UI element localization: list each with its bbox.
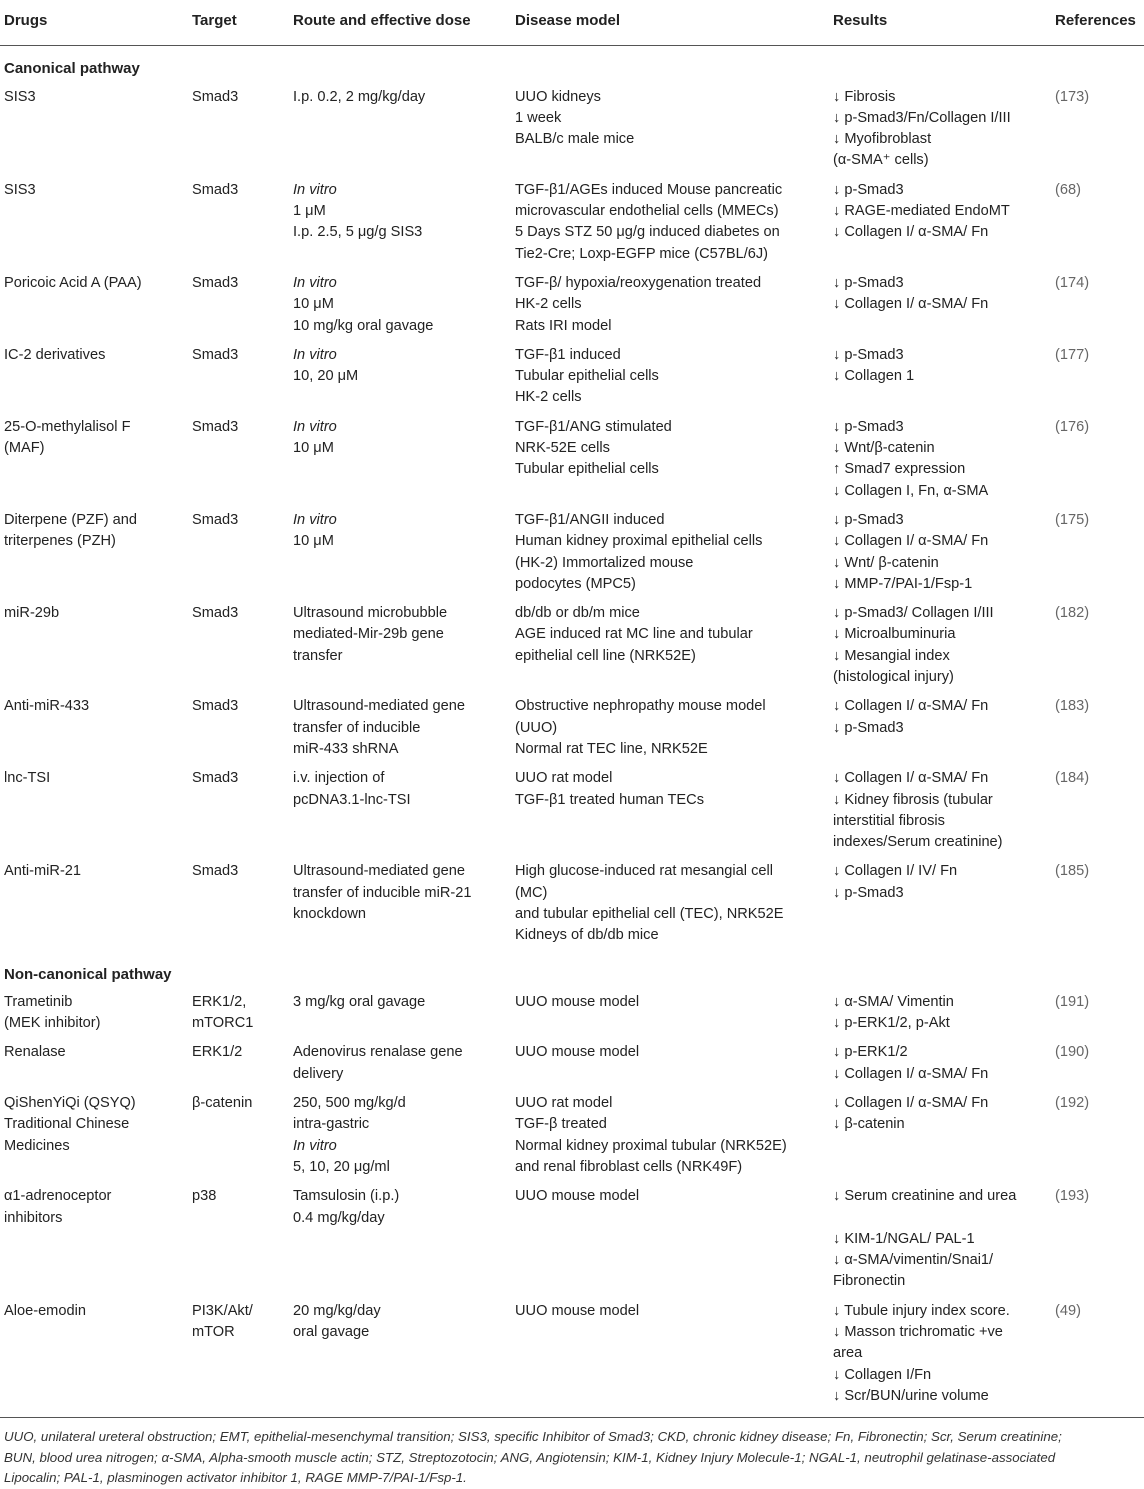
table-row — [0, 507, 1144, 600]
drug-cell-line: inhibitors — [4, 1209, 63, 1226]
results-cell-line: ↓ Serum creatinine and urea — [833, 1188, 1017, 1205]
disease-model-cell-line: High glucose-induced rat mesangial cell — [515, 863, 773, 880]
disease-model-cell — [515, 693, 833, 765]
drug-cell — [0, 693, 192, 765]
route-cell — [293, 270, 515, 342]
route-cell-line: Ultrasound microbubble — [293, 605, 448, 622]
route-cell — [293, 765, 515, 858]
disease-model-cell-line: Human kidney proximal epithelial cells — [515, 533, 763, 550]
results-cell-line: ↑ Smad7 expression — [833, 461, 966, 478]
results-cell-line: ↓ Collagen I/ α-SMA/ Fn — [833, 533, 989, 550]
drug-cell-line: SIS3 — [4, 88, 36, 105]
footnote-line: UUO, unilateral ureteral obstruction; EMT, epithelial-mesenchymal transition; SIS3, specific Inhibitor of Smad3; CKD, chronic kidney disease; Fn, Fibronectin; Scr, Serum creatinine; — [4, 1429, 1062, 1445]
target-cell — [192, 507, 293, 600]
disease-model-cell-line: UUO mouse model — [515, 1188, 640, 1205]
disease-model-cell — [515, 1090, 833, 1183]
results-cell-line — [833, 1208, 1055, 1229]
target-cell-line: mTOR — [192, 1324, 235, 1341]
drug-cell — [0, 1183, 192, 1297]
results-cell — [833, 858, 1055, 951]
disease-model-cell-line: TGF-β1/AGEs induced Mouse pancreatic — [515, 181, 783, 198]
disease-model-cell-line: AGE induced rat MC line and tubular — [515, 626, 753, 643]
disease-model-cell-line: BALB/c male mice — [515, 131, 635, 148]
results-cell — [833, 1039, 1055, 1090]
disease-model-cell — [515, 270, 833, 342]
drug-cell-line: triterpenes (PZH) — [4, 533, 116, 550]
results-cell-line: ↓ Collagen I/ α-SMA/ Fn — [833, 1065, 989, 1082]
disease-model-cell — [515, 1039, 833, 1090]
disease-model-cell-line: Rats IRI model — [515, 317, 612, 334]
results-cell — [833, 507, 1055, 600]
target-cell — [192, 1183, 293, 1297]
disease-model-cell — [515, 84, 833, 177]
results-cell-line: ↓ Microalbuminuria — [833, 626, 956, 643]
disease-model-cell — [515, 414, 833, 507]
disease-model-cell-line: Normal kidney proximal tubular (NRK52E) — [515, 1137, 787, 1154]
route-cell — [293, 693, 515, 765]
results-cell — [833, 1090, 1055, 1183]
route-cell-line: 10 μM — [293, 296, 334, 313]
disease-model-cell-line: and tubular epithelial cell (TEC), NRK52E — [515, 905, 784, 922]
results-cell-line: ↓ p-ERK1/2 — [833, 1044, 908, 1061]
route-cell-line: i.v. injection of — [293, 770, 385, 787]
disease-model-cell-line: UUO rat model — [515, 1095, 613, 1112]
disease-model-cell-line: Obstructive nephropathy mouse model — [515, 698, 766, 715]
target-cell-line: p38 — [192, 1188, 217, 1205]
reference-cell: (190) — [1055, 1044, 1090, 1061]
reference-cell: (192) — [1055, 1095, 1090, 1112]
disease-model-cell-line: UUO mouse model — [515, 1044, 640, 1061]
table-row — [0, 177, 1144, 270]
target-cell — [192, 342, 293, 414]
drug-cell — [0, 989, 192, 1040]
disease-model-cell-line: UUO kidneys — [515, 88, 601, 105]
route-cell-line: Ultrasound-mediated gene — [293, 863, 465, 880]
route-cell-line: 250, 500 mg/kg/d — [293, 1095, 406, 1112]
drug-cell-line: SIS3 — [4, 181, 36, 198]
drug-cell — [0, 600, 192, 693]
disease-model-cell-line: NRK-52E cells — [515, 440, 610, 457]
reference-cell: (49) — [1055, 1302, 1081, 1319]
target-cell-line: Smad3 — [192, 418, 239, 435]
reference-cell: (173) — [1055, 88, 1090, 105]
results-cell-line: ↓ Myofibroblast — [833, 131, 932, 148]
route-cell — [293, 414, 515, 507]
disease-model-cell-line: 5 Days STZ 50 μg/g induced diabetes on — [515, 224, 780, 241]
disease-model-cell-line: microvascular endothelial cells (MMECs) — [515, 203, 779, 220]
drug-cell — [0, 414, 192, 507]
section-title: Non-canonical pathway — [4, 965, 172, 983]
route-cell-line: 5, 10, 20 μg/ml — [293, 1158, 390, 1175]
disease-model-cell — [515, 1183, 833, 1297]
table-row — [0, 1183, 1144, 1297]
disease-model-cell — [515, 342, 833, 414]
route-cell-line: In vitro — [293, 1137, 337, 1154]
reference-cell: (184) — [1055, 770, 1090, 787]
drug-cell — [0, 342, 192, 414]
route-cell-line: Tamsulosin (i.p.) — [293, 1188, 400, 1205]
drug-cell — [0, 1090, 192, 1183]
route-cell — [293, 1039, 515, 1090]
disease-model-cell-line: Tubular epithelial cells — [515, 461, 659, 478]
disease-model-cell-line: UUO mouse model — [515, 993, 640, 1010]
results-cell-line: (histological injury) — [833, 669, 954, 686]
results-cell-line: area — [833, 1345, 863, 1362]
disease-model-cell-line: Kidneys of db/db mice — [515, 927, 659, 944]
results-cell-line: ↓ KIM-1/NGAL/ PAL-1 — [833, 1230, 975, 1247]
target-cell — [192, 84, 293, 177]
route-cell-line: pcDNA3.1-lnc-TSI — [293, 791, 411, 808]
disease-model-cell-line: epithelial cell line (NRK52E) — [515, 647, 696, 664]
results-cell-line: ↓ Collagen I, Fn, α-SMA — [833, 482, 989, 499]
disease-model-cell-line: Normal rat TEC line, NRK52E — [515, 740, 708, 757]
target-cell — [192, 693, 293, 765]
disease-model-cell-line: HK-2 cells — [515, 296, 582, 313]
results-cell-line: ↓ p-Smad3 — [833, 719, 904, 736]
target-cell — [192, 1090, 293, 1183]
route-cell-line: knockdown — [293, 905, 367, 922]
drug-cell-line: Anti-miR-433 — [4, 698, 90, 715]
target-cell-line: ERK1/2, — [192, 993, 247, 1010]
disease-model-cell-line: UUO rat model — [515, 770, 613, 787]
table-row — [0, 1298, 1144, 1415]
target-cell-line: ERK1/2 — [192, 1044, 243, 1061]
drug-cell-line: (MEK inhibitor) — [4, 1015, 101, 1032]
table-row — [0, 989, 1144, 1040]
results-cell-line: ↓ Collagen I/ α-SMA/ Fn — [833, 224, 989, 241]
footnote-line: Lipocalin; PAL-1, plasminogen activator inhibitor 1, RAGE MMP-7/PAI-1/Fsp-1. — [4, 1470, 467, 1486]
target-cell — [192, 1298, 293, 1415]
disease-model-cell — [515, 177, 833, 270]
route-cell-line: transfer — [293, 647, 343, 664]
drug-cell — [0, 858, 192, 951]
target-cell — [192, 1039, 293, 1090]
results-cell — [833, 270, 1055, 342]
route-cell-line: 20 mg/kg/day — [293, 1302, 381, 1319]
target-cell-line: Smad3 — [192, 605, 239, 622]
disease-model-cell — [515, 989, 833, 1040]
disease-model-cell-line: and renal fibroblast cells (NRK49F) — [515, 1158, 743, 1175]
target-cell — [192, 989, 293, 1040]
table-row — [0, 342, 1144, 414]
results-cell-line: ↓ Collagen I/ α-SMA/ Fn — [833, 296, 989, 313]
reference-cell: (183) — [1055, 698, 1090, 715]
table-row — [0, 693, 1144, 765]
results-cell-line: Fibronectin — [833, 1273, 906, 1290]
drug-cell-line: Traditional Chinese — [4, 1116, 130, 1133]
section-title: Canonical pathway — [4, 60, 140, 78]
reference-cell: (176) — [1055, 418, 1090, 435]
results-cell — [833, 600, 1055, 693]
disease-model-cell-line: UUO mouse model — [515, 1302, 640, 1319]
disease-model-cell-line: Tubular epithelial cells — [515, 368, 659, 385]
drug-cell-line: lnc-TSI — [4, 770, 51, 787]
results-cell — [833, 765, 1055, 858]
target-cell — [192, 177, 293, 270]
drug-cell — [0, 177, 192, 270]
target-cell-line: Smad3 — [192, 274, 239, 291]
drug-cell-line: (MAF) — [4, 440, 45, 457]
target-cell-line: PI3K/Akt/ — [192, 1302, 253, 1319]
disease-model-cell — [515, 765, 833, 858]
target-cell-line: Smad3 — [192, 511, 239, 528]
results-cell-line: ↓ p-Smad3 — [833, 274, 904, 291]
route-cell — [293, 507, 515, 600]
reference-cell: (174) — [1055, 274, 1090, 291]
disease-model-cell-line: TGF-β1 treated human TECs — [515, 791, 704, 808]
results-cell-line: ↓ p-Smad3/ Collagen I/III — [833, 605, 994, 622]
target-cell — [192, 270, 293, 342]
results-cell-line: ↓ Collagen I/ α-SMA/ Fn — [833, 770, 989, 787]
route-cell-line: 10, 20 μM — [293, 368, 359, 385]
disease-model-cell-line: TGF-β1/ANG stimulated — [515, 418, 672, 435]
results-cell-line: ↓ p-ERK1/2, p-Akt — [833, 1015, 950, 1032]
header-target: Target — [192, 12, 237, 29]
disease-model-cell — [515, 507, 833, 600]
route-cell-line: transfer of inducible miR-21 — [293, 884, 472, 901]
disease-model-cell-line: TGF-β1/ANGII induced — [515, 511, 665, 528]
footnote-line: BUN, blood urea nitrogen; α-SMA, Alpha-smooth muscle actin; STZ, Streptozotocin; ANG, Angiotensin; KIM-1, Kidney Injury Molecule-1; NGAL-1, neutrophil gelatinase-associated — [4, 1449, 1056, 1465]
disease-model-cell-line: TGF-β treated — [515, 1116, 607, 1133]
route-cell-line: I.p. 2.5, 5 μg/g SIS3 — [293, 224, 423, 241]
results-cell-line: ↓ Wnt/ β-catenin — [833, 554, 939, 571]
header-row — [0, 0, 1144, 46]
drug-cell-line: Trametinib — [4, 993, 73, 1010]
route-cell-line: 1 μM — [293, 203, 326, 220]
results-cell-line: ↓ p-Smad3 — [833, 884, 904, 901]
target-cell-line: mTORC1 — [192, 1015, 254, 1032]
results-cell-line: ↓ p-Smad3 — [833, 511, 904, 528]
results-cell — [833, 1298, 1055, 1415]
results-cell-line: ↓ α-SMA/vimentin/Snai1/ — [833, 1252, 994, 1269]
results-cell-line: ↓ Collagen 1 — [833, 368, 915, 385]
route-cell-line: oral gavage — [293, 1324, 370, 1341]
table-row — [0, 600, 1144, 693]
route-cell-line: intra-gastric — [293, 1116, 370, 1133]
results-cell-line: ↓ Mesangial index — [833, 647, 950, 664]
results-cell-line: ↓ Tubule injury index score. — [833, 1302, 1010, 1319]
results-cell-line: interstitial fibrosis — [833, 812, 945, 829]
route-cell-line: mediated-Mir-29b gene — [293, 626, 444, 643]
results-cell-line: (α-SMA⁺ cells) — [833, 152, 929, 169]
table-row — [0, 84, 1144, 177]
table-row — [0, 1090, 1144, 1183]
target-cell — [192, 858, 293, 951]
drug-cell-line: α1-adrenoceptor — [4, 1188, 112, 1205]
disease-model-cell — [515, 600, 833, 693]
route-cell — [293, 600, 515, 693]
route-cell — [293, 84, 515, 177]
results-cell-line: ↓ RAGE-mediated EndoMT — [833, 203, 1010, 220]
results-cell — [833, 693, 1055, 765]
route-cell-line: In vitro — [293, 274, 337, 291]
results-cell-line: ↓ Collagen I/ α-SMA/ Fn — [833, 1095, 989, 1112]
route-cell-line: 10 μM — [293, 440, 334, 457]
disease-model-cell-line: (HK-2) Immortalized mouse — [515, 554, 694, 571]
route-cell-line: 10 mg/kg oral gavage — [293, 317, 434, 334]
results-cell-line: ↓ p-Smad3 — [833, 418, 904, 435]
reference-cell: (193) — [1055, 1188, 1090, 1205]
section-header-row — [0, 952, 1144, 989]
results-cell-line: ↓ Collagen I/ IV/ Fn — [833, 863, 958, 880]
results-cell — [833, 342, 1055, 414]
header-drugs: Drugs — [4, 12, 48, 29]
results-cell-line: ↓ Fibrosis — [833, 88, 896, 105]
results-cell-line: indexes/Serum creatinine) — [833, 834, 1003, 851]
disease-model-cell-line: (MC) — [515, 884, 548, 901]
disease-model-cell-line: (UUO) — [515, 719, 558, 736]
drug-cell — [0, 1039, 192, 1090]
drug-cell-line: Diterpene (PZF) and — [4, 511, 138, 528]
disease-model-cell-line: HK-2 cells — [515, 389, 582, 406]
target-cell — [192, 765, 293, 858]
disease-model-cell — [515, 1298, 833, 1415]
results-cell-line: ↓ α-SMA/ Vimentin — [833, 993, 954, 1010]
target-cell-line: Smad3 — [192, 181, 239, 198]
route-cell — [293, 1090, 515, 1183]
results-cell-line: ↓ Scr/BUN/urine volume — [833, 1387, 989, 1404]
header-references: References — [1055, 12, 1136, 29]
route-cell-line: 3 mg/kg oral gavage — [293, 993, 426, 1010]
reference-cell: (68) — [1055, 181, 1081, 198]
results-cell-line: ↓ Collagen I/ α-SMA/ Fn — [833, 698, 989, 715]
route-cell-line: 0.4 mg/kg/day — [293, 1209, 385, 1226]
route-cell-line: In vitro — [293, 346, 337, 363]
reference-cell: (177) — [1055, 346, 1090, 363]
header-route: Route and effective dose — [293, 12, 471, 29]
drug-cell — [0, 1298, 192, 1415]
header-disease-model: Disease model — [515, 12, 621, 29]
target-cell — [192, 600, 293, 693]
results-cell-line: ↓ p-Smad3/Fn/Collagen I/III — [833, 109, 1011, 126]
drug-cell-line: Medicines — [4, 1137, 70, 1154]
target-cell-line: Smad3 — [192, 346, 239, 363]
reference-cell: (191) — [1055, 993, 1090, 1010]
target-cell-line: Smad3 — [192, 698, 239, 715]
header-results: Results — [833, 12, 888, 29]
drug-cell-line: miR-29b — [4, 605, 60, 622]
route-cell — [293, 342, 515, 414]
route-cell-line: transfer of inducible — [293, 719, 421, 736]
target-cell-line: Smad3 — [192, 770, 239, 787]
drug-cell-line: QiShenYiQi (QSYQ) — [4, 1095, 136, 1112]
route-cell-line: In vitro — [293, 511, 337, 528]
route-cell-line: In vitro — [293, 181, 337, 198]
table-body — [0, 46, 1144, 1415]
disease-model-cell-line: db/db or db/m mice — [515, 605, 640, 622]
results-cell-line: ↓ Masson trichromatic +ve — [833, 1324, 1003, 1341]
drug-cell-line: IC-2 derivatives — [4, 346, 106, 363]
route-cell — [293, 177, 515, 270]
table-row — [0, 765, 1144, 858]
drug-cell-line: Aloe-emodin — [4, 1302, 86, 1319]
disease-model-cell-line: TGF-β/ hypoxia/reoxygenation treated — [515, 274, 762, 291]
disease-model-cell — [515, 858, 833, 951]
route-cell-line: 10 μM — [293, 533, 334, 550]
target-cell — [192, 414, 293, 507]
table-row — [0, 1039, 1144, 1090]
results-cell-line: ↓ β-catenin — [833, 1116, 905, 1133]
section-header-row — [0, 46, 1144, 84]
drug-cell-line: 25-O-methylalisol F — [4, 418, 131, 435]
table-footnote — [0, 1417, 1144, 1489]
drug-cell — [0, 270, 192, 342]
table-row — [0, 858, 1144, 951]
drug-cell-line: Anti-miR-21 — [4, 863, 82, 880]
disease-model-cell-line: podocytes (MPC5) — [515, 575, 636, 592]
table-row — [0, 414, 1144, 507]
route-cell — [293, 1298, 515, 1415]
results-cell — [833, 84, 1055, 177]
route-cell-line: In vitro — [293, 418, 337, 435]
route-cell-line: miR-433 shRNA — [293, 740, 399, 757]
target-cell-line: β-catenin — [192, 1095, 253, 1112]
results-cell-line: ↓ Collagen I/Fn — [833, 1366, 932, 1383]
reference-cell: (182) — [1055, 605, 1090, 622]
target-cell-line: Smad3 — [192, 88, 239, 105]
disease-model-cell-line: TGF-β1 induced — [515, 346, 621, 363]
results-cell-line: ↓ Kidney fibrosis (tubular — [833, 791, 993, 808]
route-cell-line: delivery — [293, 1065, 344, 1082]
results-cell-line: ↓ MMP-7/PAI-1/Fsp-1 — [833, 575, 973, 592]
drug-cell — [0, 84, 192, 177]
route-cell — [293, 989, 515, 1040]
route-cell-line: I.p. 0.2, 2 mg/kg/day — [293, 88, 426, 105]
disease-model-cell-line: 1 week — [515, 109, 562, 126]
table-row — [0, 270, 1144, 342]
results-cell — [833, 414, 1055, 507]
results-cell — [833, 177, 1055, 270]
drug-cell-line: Renalase — [4, 1044, 66, 1061]
drug-cell — [0, 507, 192, 600]
drug-cell — [0, 765, 192, 858]
reference-cell: (185) — [1055, 863, 1090, 880]
results-cell-line: ↓ p-Smad3 — [833, 181, 904, 198]
results-cell — [833, 989, 1055, 1040]
drug-cell-line: Poricoic Acid A (PAA) — [4, 274, 142, 291]
route-cell — [293, 1183, 515, 1297]
reference-cell: (175) — [1055, 511, 1090, 528]
target-cell-line: Smad3 — [192, 863, 239, 880]
route-cell-line: Ultrasound-mediated gene — [293, 698, 465, 715]
disease-model-cell-line: Tie2-Cre; Loxp-EGFP mice (C57BL/6J) — [515, 245, 769, 262]
results-cell-line: ↓ Wnt/β-catenin — [833, 440, 935, 457]
route-cell — [293, 858, 515, 951]
route-cell-line: Adenovirus renalase gene — [293, 1044, 463, 1061]
results-cell — [833, 1183, 1055, 1297]
results-cell-line: ↓ p-Smad3 — [833, 346, 904, 363]
